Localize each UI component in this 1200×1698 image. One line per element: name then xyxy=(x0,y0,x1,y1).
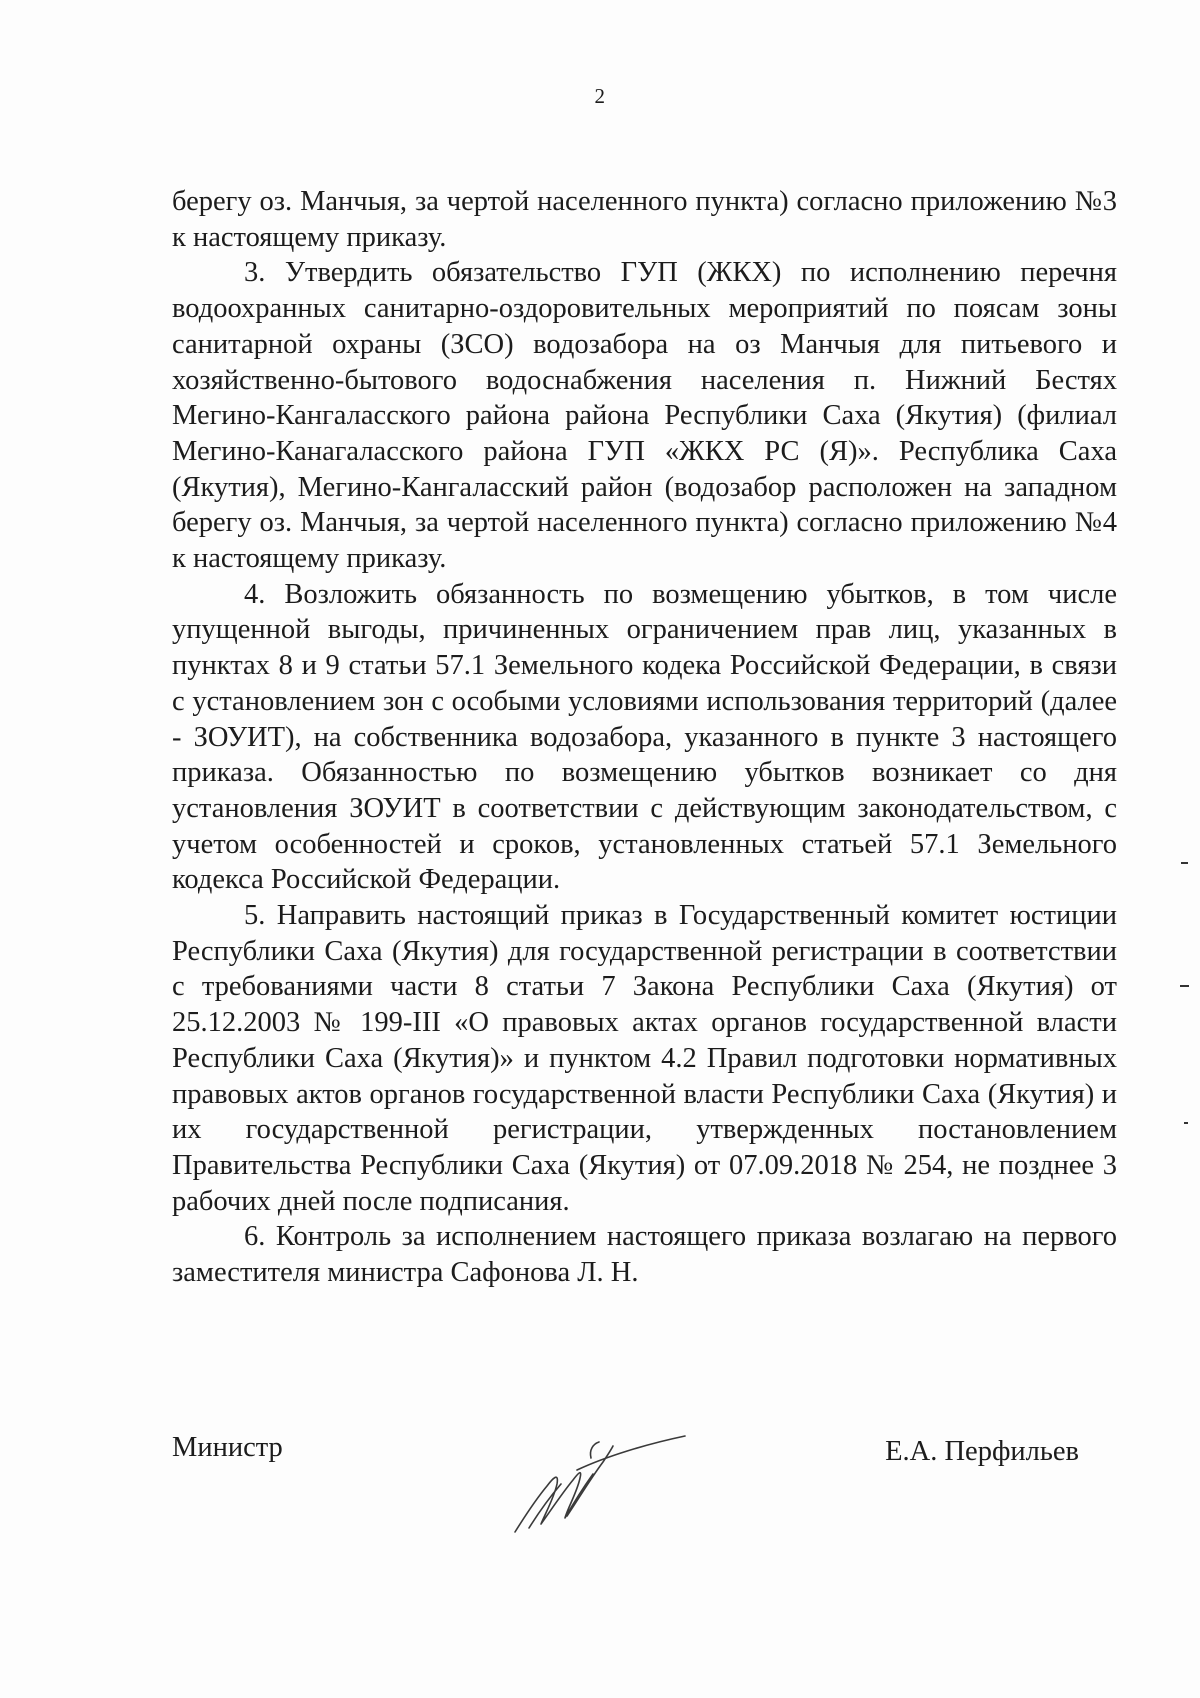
scan-mark xyxy=(1181,862,1188,864)
paragraph-item-4: 4. Возложить обязанность по возмещению убытков, в том числе упущенной выгоды, причиненных ограничением прав лиц, указанных в пунктах 8 и 9 статьи 57.1 Земельного кодека Российской Федерации, в связи с установлением зон с особыми условиями использования территорий (далее - ЗОУИТ), на собственника водозабора, указанного в пункте 3 настоящего приказа. Обязанностью по возмещению убытков возникает со дня установления ЗОУИТ в соответствии с действующим законодательством, с учетом особенностей и сроков, установленных статьей 57.1 Земельного кодекса Российской Федерации. xyxy=(172,578,1117,896)
signature-block xyxy=(172,1430,1117,1550)
signatory-title: Министр xyxy=(172,1432,283,1463)
page-number: 2 xyxy=(594,84,606,108)
scan-mark xyxy=(1180,985,1189,987)
paragraph-continuation: берегу оз. Манчыя, за чертой населенного пункта) согласно приложению №3 к настоящему приказу. xyxy=(172,186,1117,253)
scan-mark xyxy=(1184,1122,1188,1124)
handwritten-signature xyxy=(507,1428,687,1538)
signatory-name: Е.А. Перфильев xyxy=(885,1436,1079,1467)
document-body xyxy=(172,184,1117,1291)
paragraph-item-6: 6. Контроль за исполнением настоящего приказа возлагаю на первого заместителя министра Сафонова Л. Н. xyxy=(172,1221,1117,1289)
paragraph-item-3: 3. Утвердить обязательство ГУП (ЖКХ) по исполнению перечня водоохранных санитарно-оздоровительных мероприятий по поясам зоны санитарной охраны (ЗСО) водозабора на оз Манчыя для питьевого и хозяйственно-бытового водоснабжения населения п. Нижний Бестях Мегино-Кангаласского района района Республики Саха (Якутия) (филиал Мегино-Канагаласского района ГУП «ЖКХ РС (Я)». Республика Саха (Якутия), Мегино-Кангаласский район (водозабор расположен на западном берегу оз. Манчыя, за чертой населенного пункта) согласно приложению №4 к настоящему приказу. xyxy=(172,257,1117,575)
paragraph-item-5: 5. Направить настоящий приказ в Государственный комитет юстиции Республики Саха (Якутия) для государственной регистрации в соответствии с требованиями части 8 статьи 7 Закона Республики Саха (Якутия) от 25.12.2003 № 199-III «О правовых актах органов государственной власти Республики Саха (Якутия)» и пунктом 4.2 Правил подготовки нормативных правовых актов органов государственной власти Республики Саха (Якутия) и их государственной регистрации, утвержденных постановлением Правительства Республики Саха (Якутия) от 07.09.2018 № 254, не позднее 3 рабочих дней после подписания. xyxy=(172,900,1117,1217)
